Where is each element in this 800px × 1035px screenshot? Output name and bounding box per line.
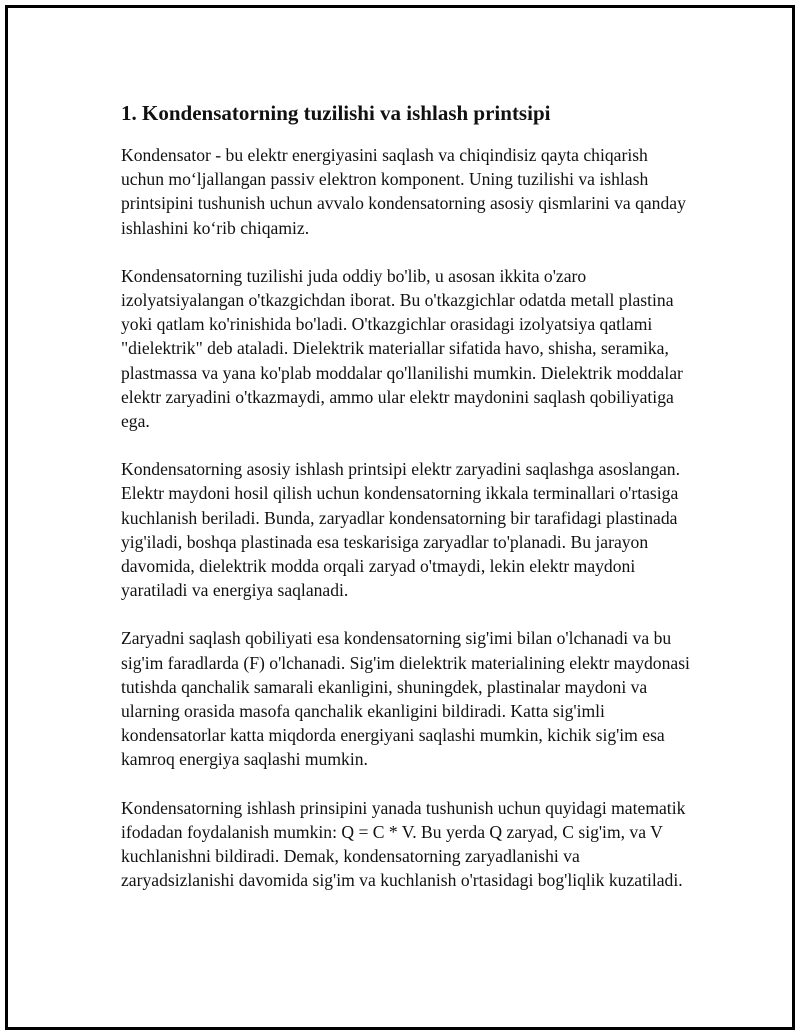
document-body xyxy=(121,96,691,916)
paragraph-introduction: Kondensator - bu elektr energiyasini saqlash va chiqindisiz qayta chiqarish uchun moʻljallangan passiv elektron komponent. Uning tuzilishi va ishlash printsipini tushunish uchun avvalo kondensatorning asosiy qismlarini va qanday ishlashini koʻrib chiqamiz. xyxy=(121,145,686,238)
paragraph-capacitance: Zaryadni saqlash qobiliyati esa kondensatorning sig'imi bilan o'lchanadi va bu sig'im faradlarda (F) o'lchanadi. Sig'im dielektrik materialining elektr maydonasi tutishda qanchalik samarali ekanligini, shuningdek, plastinalar maydoni va ularning orasida masofa qanchalik ekanligini bildiradi. Katta sig'imli kondensatorlar katta miqdorda energiyani saqlashi mumkin, kichik sig'im esa kamroq energiya saqlashi mumkin. xyxy=(121,628,690,770)
paragraph-formula: Kondensatorning ishlash prinsipini yanada tushunish uchun quyidagi matematik ifodadan foydalanish mumkin: Q = C * V. Bu yerda Q zaryad, C sig'im, va V kuchlanishni bildiradi. Demak, kondensatorning zaryadlanishi va zaryadsizlanishi davomida sig'im va kuchlanish o'rtasidagi bog'liqlik kuzatiladi. xyxy=(121,797,686,891)
paragraph-working-principle: Kondensatorning asosiy ishlash printsipi elektr zaryadini saqlashga asoslangan. Elektr maydoni hosil qilish uchun kondensatorning ikkala terminallari o'rtasiga kuchlanish beriladi. Bunda, zaryadlar kondensatorning bir tarafidagi plastinada yig'iladi, boshqa plastinada esa teskarisiga zaryadlar to'planadi. Bu jarayon davomida, dielektrik modda orqali zaryad o'tmaydi, lekin elektr maydoni yaratiladi va energiya saqlanadi. xyxy=(121,459,680,601)
paragraph-structure: Kondensatorning tuzilishi juda oddiy bo'lib, u asosan ikkita o'zaro izolyatsiyalangan o'tkazgichdan iborat. Bu o'tkazgichlar odatda metall plastina yoki qatlam ko'rinishida bo'ladi. O'tkazgichlar orasidagi izolyatsiya qatlami "dielektrik" deb ataladi. Dielektrik materiallar sifatida havo, shisha, seramika, plastmassa va yana ko'plab moddalar qo'llanilishi mumkin. Dielektrik moddalar elektr zaryadini o'tkazmaydi, ammo ular elektr maydonini saqlash qobiliyatiga ega. xyxy=(121,265,683,432)
document-page xyxy=(5,5,795,1030)
section-heading: 1. Kondensatorning tuzilishi va ishlash printsipi xyxy=(121,101,551,125)
